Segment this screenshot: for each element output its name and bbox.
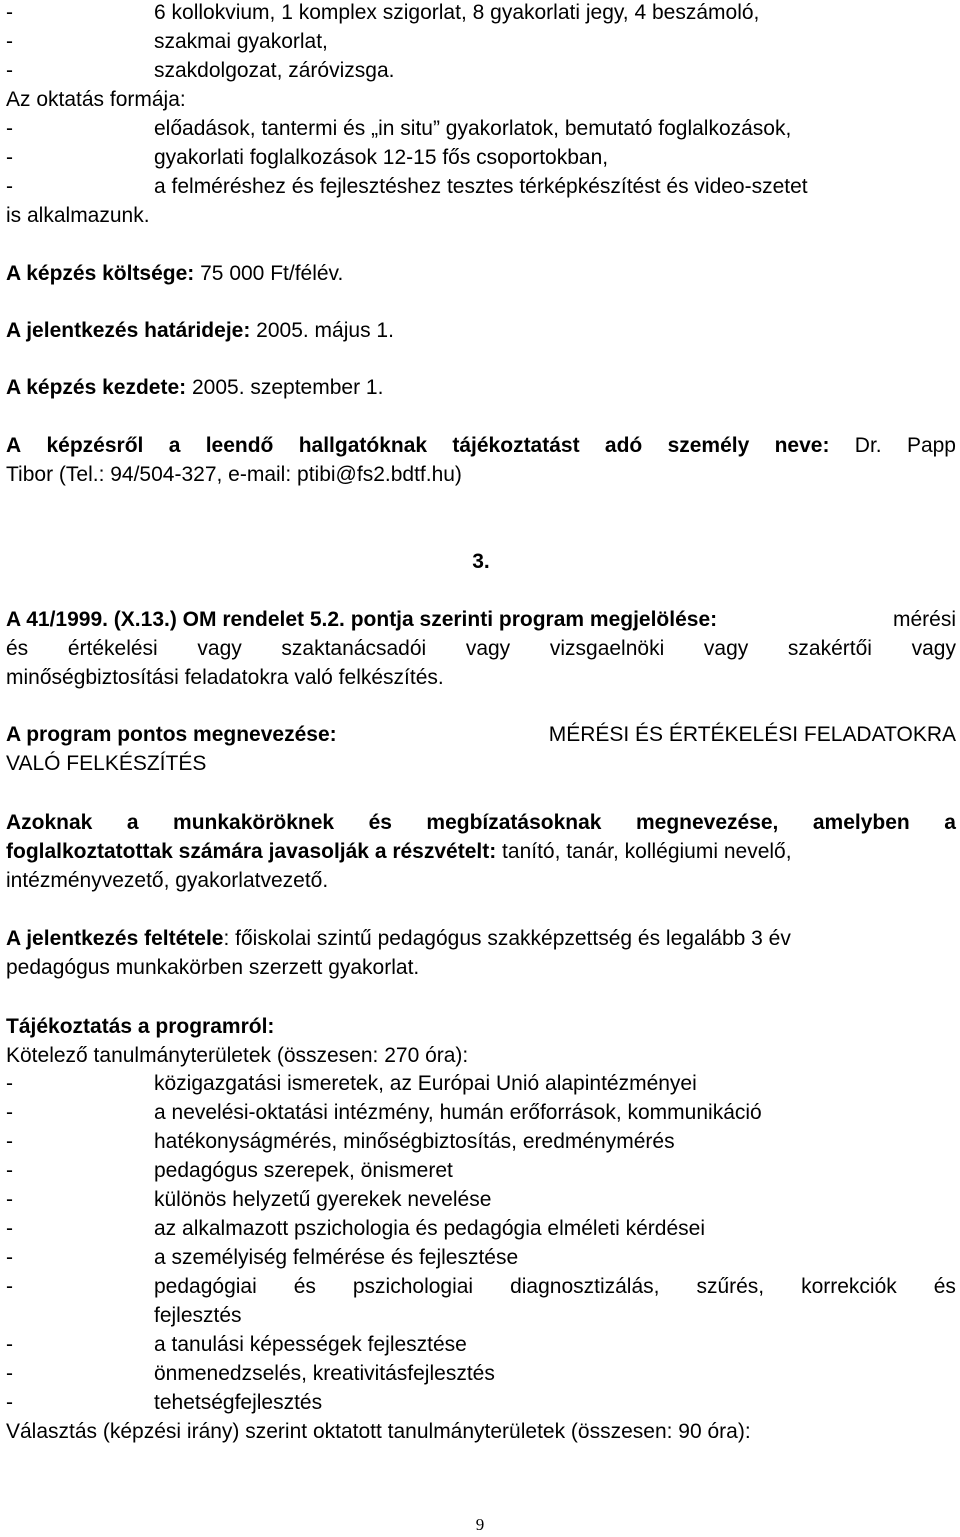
field-value: MÉRÉSI ÉS ÉRTÉKELÉSI FELADATOKRA — [548, 723, 956, 746]
field-label: A képzés kezdete: — [6, 376, 187, 399]
bullet-dash: - — [6, 59, 13, 82]
kotelezo-heading: Kötelező tanulmányterületek (összesen: 270 óra): — [6, 1044, 469, 1067]
rendelet-line-1 — [6, 605, 956, 634]
list-item-text — [154, 1272, 956, 1301]
word: a — [168, 434, 181, 457]
word: képzésről — [46, 434, 144, 457]
list-item-text: fejlesztés — [154, 1304, 242, 1327]
field-value: mérési — [892, 608, 956, 631]
word: neve: — [774, 434, 830, 457]
field-label: A jelentkezés feltétele — [6, 927, 224, 950]
munkakorok-line-1 — [6, 808, 956, 837]
bullet-dash: - — [6, 1188, 13, 1211]
list-item-text: különös helyzetű gyerekek nevelése — [154, 1188, 492, 1211]
word: Dr. — [854, 434, 882, 457]
tajekoztatas-heading: Tájékoztatás a programról: — [6, 1015, 275, 1038]
bullet-dash: - — [6, 1275, 13, 1298]
word: korrekciók — [801, 1275, 897, 1298]
field-label: foglalkoztatottak számára javasolják a részvételt: — [6, 840, 497, 863]
bullet-dash: - — [6, 1130, 13, 1153]
word: amelyben — [812, 811, 910, 834]
field-value: : főiskolai szintű pedagógus szakképzettség és legalább 3 év — [223, 927, 791, 950]
bullet-dash: - — [6, 1101, 13, 1124]
word: a — [126, 811, 139, 834]
kepzes-koltsege — [6, 259, 343, 288]
field-label: A jelentkezés határideje: — [6, 319, 251, 342]
word: vizsgaelnöki — [549, 637, 665, 660]
munkakorok-line-3: intézményvezető, gyakorlatvezető. — [6, 869, 329, 892]
bullet-dash: - — [6, 175, 13, 198]
list-item-text: 6 kollokvium, 1 komplex szigorlat, 8 gyakorlati jegy, 4 beszámoló, — [154, 1, 760, 24]
program-megnevezes-line-1 — [6, 720, 956, 749]
word: és — [368, 811, 392, 834]
word: tájékoztatást — [452, 434, 580, 457]
bullet-dash: - — [6, 146, 13, 169]
list-item-text: hatékonyságmérés, minőségbiztosítás, eredménymérés — [154, 1130, 675, 1153]
word: megbízatásoknak — [426, 811, 602, 834]
word: vagy — [465, 637, 511, 660]
word: a — [944, 811, 956, 834]
list-item-text: a személyiség felmérése és fejlesztése — [154, 1246, 519, 1269]
word: diagnosztizálás, — [510, 1275, 660, 1298]
list-item-text: gyakorlati foglalkozások 12-15 fős csoportokban, — [154, 146, 609, 169]
word: és — [933, 1275, 956, 1298]
word: vagy — [703, 637, 749, 660]
bullet-dash: - — [6, 30, 13, 53]
list-item-text: a nevelési-oktatási intézmény, humán erőforrások, kommunikáció — [154, 1101, 762, 1124]
word: pszichologiai — [352, 1275, 474, 1298]
field-value: 2005. május 1. — [250, 319, 394, 342]
word: munkaköröknek — [173, 811, 335, 834]
bullet-dash: - — [6, 1072, 13, 1095]
jelentkezes-hatarideje — [6, 316, 394, 345]
bullet-dash: - — [6, 1, 13, 24]
program-megnevezes-line-2: VALÓ FELKÉSZÍTÉS — [6, 752, 207, 775]
word: szűrés, — [696, 1275, 765, 1298]
jelentkezes-feltetele-line-1 — [6, 924, 791, 953]
list-item-text: a felméréshez és fejlesztéshez tesztes térképkészítést és video-szetet — [154, 175, 808, 198]
section-number: 3. — [472, 550, 490, 573]
rendelet-line-3: minőségbiztosítási feladatokra való felkészítés. — [6, 666, 444, 689]
kapcsolattarto-line-1 — [6, 431, 956, 460]
word: Papp — [906, 434, 956, 457]
list-item-continuation: is alkalmazunk. — [6, 204, 150, 227]
kepzes-kezdete — [6, 373, 383, 402]
list-item — [6, 1272, 956, 1301]
word: szaktanácsadói — [281, 637, 427, 660]
list-item-text: önmenedzselés, kreativitásfejlesztés — [154, 1362, 495, 1385]
list-item-text: szakmai gyakorlat, — [154, 30, 328, 53]
word: és — [6, 637, 29, 660]
field-value: 2005. szeptember 1. — [186, 376, 384, 399]
word: szakértői — [787, 637, 872, 660]
word: vagy — [911, 637, 956, 660]
kapcsolattarto-line-2: Tibor (Tel.: 94/504-327, e-mail: ptibi@fs2.bdtf.hu) — [6, 463, 462, 486]
list-item-text: pedagógus szerepek, önismeret — [154, 1159, 453, 1182]
word: A — [6, 434, 22, 457]
field-label: A program pontos megnevezése: — [6, 723, 337, 746]
word: vagy — [197, 637, 242, 660]
field-label: A 41/1999. (X.13.) OM rendelet 5.2. pontja szerinti program megjelölése: — [6, 608, 718, 631]
list-item-text: szakdolgozat, záróvizsga. — [154, 59, 395, 82]
word: és — [293, 1275, 316, 1298]
word: értékelési — [67, 637, 158, 660]
bullet-dash: - — [6, 1246, 13, 1269]
list-item-text: az alkalmazott pszichologia és pedagógia elméleti kérdései — [154, 1217, 705, 1240]
munkakorok-line-2 — [6, 837, 792, 866]
rendelet-line-2 — [6, 634, 956, 663]
jelentkezes-feltetele-line-2: pedagógus munkakörben szerzett gyakorlat. — [6, 956, 420, 979]
word: személy — [667, 434, 750, 457]
word: leendő — [205, 434, 274, 457]
word: pedagógiai — [154, 1275, 257, 1298]
word: hallgatóknak — [298, 434, 428, 457]
bullet-dash: - — [6, 1391, 13, 1414]
bullet-dash: - — [6, 117, 13, 140]
bullet-dash: - — [6, 1159, 13, 1182]
word: adó — [604, 434, 643, 457]
valasztas-heading: Választás (képzési irány) szerint oktatott tanulmányterületek (összesen: 90 óra): — [6, 1420, 751, 1443]
word: megnevezése, — [635, 811, 779, 834]
field-value: tanító, tanár, kollégiumi nevelő, — [496, 840, 792, 863]
list-item-text: közigazgatási ismeretek, az Európai Unió alapintézményei — [154, 1072, 697, 1095]
list-item-text: a tanulási képességek fejlesztése — [154, 1333, 467, 1356]
list-item-text: tehetségfejlesztés — [154, 1391, 323, 1414]
field-value: 75 000 Ft/félév. — [194, 262, 344, 285]
bullet-dash: - — [6, 1362, 13, 1385]
field-label: A képzés költsége: — [6, 262, 195, 285]
list-item-text: előadások, tantermi és „in situ” gyakorlatok, bemutató foglalkozások, — [154, 117, 792, 140]
oktatas-formaja-heading: Az oktatás formája: — [6, 88, 186, 111]
bullet-dash: - — [6, 1333, 13, 1356]
word: Azoknak — [6, 811, 93, 834]
bullet-dash: - — [6, 1217, 13, 1240]
page-number: 9 — [475, 1515, 485, 1534]
